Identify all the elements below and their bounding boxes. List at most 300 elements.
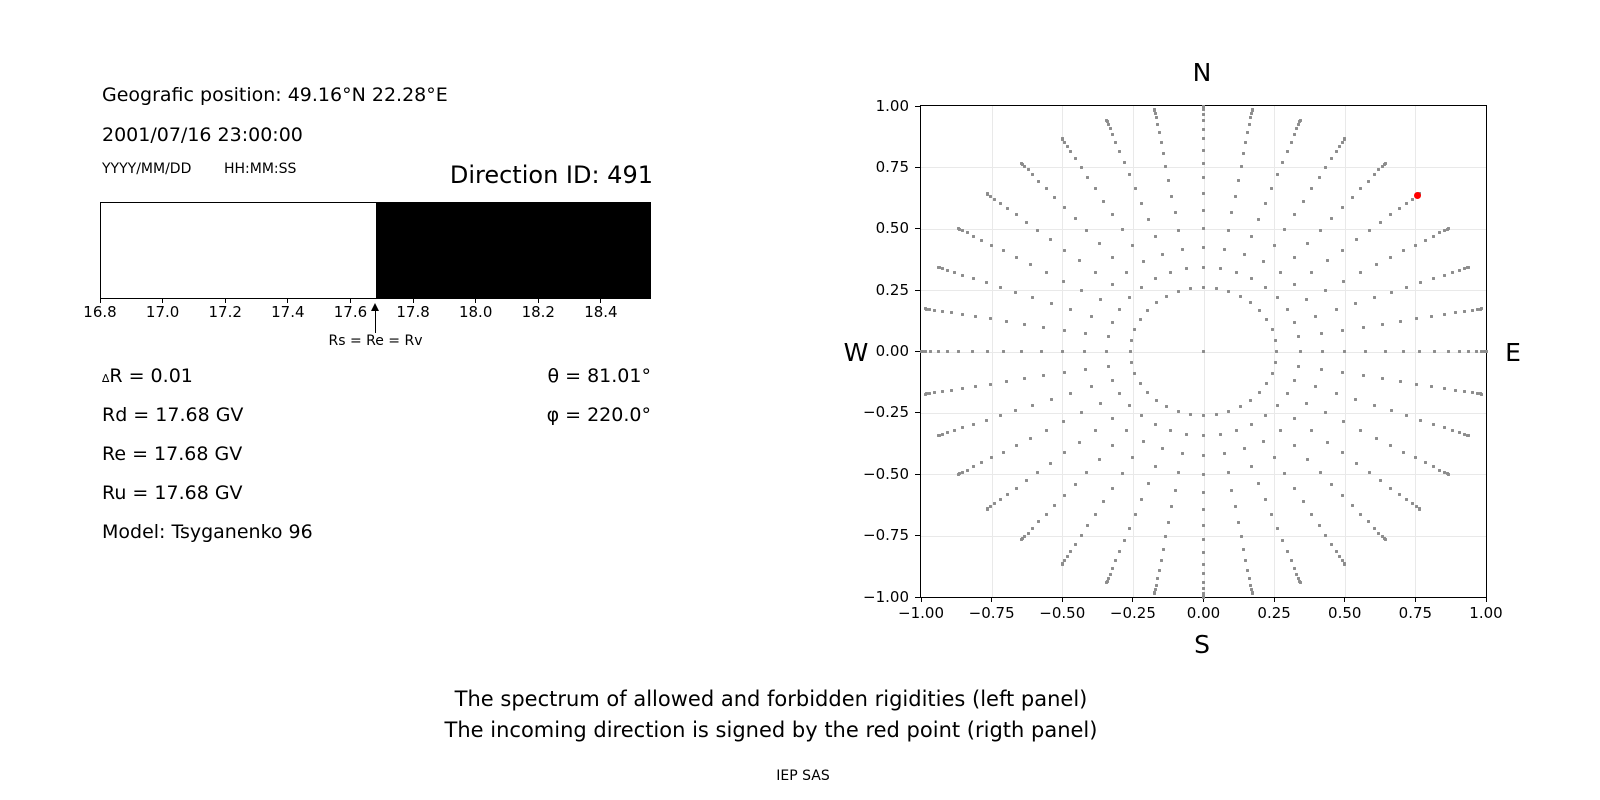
direction-dot bbox=[1215, 413, 1218, 416]
direction-dot bbox=[1155, 301, 1158, 304]
direction-dot bbox=[1447, 227, 1450, 230]
direction-dot bbox=[1078, 441, 1081, 444]
direction-dot bbox=[1368, 471, 1371, 474]
direction-dot bbox=[1242, 152, 1245, 155]
direction-dot bbox=[1029, 437, 1032, 440]
direction-dot bbox=[1297, 365, 1300, 368]
y-tick-label: 0.50 bbox=[875, 219, 909, 238]
direction-dot bbox=[1111, 213, 1114, 216]
direction-dot bbox=[1351, 196, 1354, 199]
direction-dot bbox=[1131, 456, 1134, 459]
direction-dot bbox=[1362, 326, 1365, 329]
direction-dot bbox=[1202, 524, 1205, 527]
direction-dot bbox=[1451, 429, 1454, 432]
direction-dot bbox=[1020, 350, 1023, 353]
direction-dot bbox=[920, 350, 923, 353]
direction-dot bbox=[1251, 592, 1254, 595]
forbidden-region bbox=[376, 203, 651, 298]
direction-dot bbox=[1202, 209, 1205, 212]
direction-dot bbox=[1246, 131, 1249, 134]
direction-dot bbox=[1202, 434, 1205, 437]
theta-value: θ = 81.01° bbox=[547, 365, 651, 387]
direction-dot bbox=[1314, 315, 1317, 318]
date-format-hint: YYYY/MM/DD bbox=[102, 161, 192, 177]
direction-dot bbox=[1170, 195, 1173, 198]
direction-dot bbox=[1343, 137, 1346, 140]
x-tick-label: −0.75 bbox=[968, 604, 1015, 622]
direction-dot bbox=[1274, 339, 1277, 342]
direction-dot bbox=[1177, 410, 1180, 413]
direction-dot bbox=[1389, 444, 1392, 447]
direction-dot bbox=[1098, 458, 1101, 461]
y-tick-label: 1.00 bbox=[875, 96, 909, 115]
caption-line-2: The incoming direction is signed by the red point (rigth panel) bbox=[444, 718, 1098, 742]
direction-dot bbox=[1295, 127, 1298, 130]
direction-dot bbox=[1098, 242, 1101, 245]
direction-dot bbox=[1050, 302, 1053, 305]
direction-dot bbox=[1279, 271, 1282, 274]
direction-dot bbox=[1399, 320, 1402, 323]
direction-dot bbox=[1297, 335, 1300, 338]
direction-dot bbox=[1111, 133, 1114, 136]
direction-dot bbox=[1063, 206, 1066, 209]
direction-dot bbox=[1045, 271, 1048, 274]
direction-dot bbox=[1379, 221, 1382, 224]
direction-dot bbox=[1202, 137, 1205, 140]
direction-dot bbox=[1249, 399, 1252, 402]
direction-dot bbox=[957, 473, 960, 476]
direction-dot bbox=[1237, 521, 1240, 524]
direction-dot bbox=[1458, 431, 1461, 434]
direction-dot bbox=[1264, 498, 1267, 501]
direction-dot bbox=[1447, 350, 1450, 353]
direction-dot bbox=[924, 393, 927, 396]
direction-dot bbox=[946, 350, 949, 353]
incoming-direction-point bbox=[1414, 192, 1421, 199]
direction-dot bbox=[933, 391, 936, 394]
direction-dot bbox=[1130, 339, 1133, 342]
direction-dot bbox=[1062, 280, 1065, 283]
direction-dot bbox=[1027, 532, 1030, 535]
direction-dot bbox=[1258, 309, 1261, 312]
direction-dot bbox=[1250, 423, 1253, 426]
direction-dot bbox=[1123, 161, 1126, 164]
param-line: Ru = 17.68 GV bbox=[102, 482, 243, 504]
direction-dot bbox=[1330, 157, 1333, 160]
direction-dot bbox=[1045, 429, 1048, 432]
direction-dot bbox=[1094, 187, 1097, 190]
direction-dot bbox=[972, 277, 975, 280]
direction-dot bbox=[1443, 274, 1446, 277]
direction-dot bbox=[1063, 329, 1066, 332]
direction-dot bbox=[1170, 505, 1173, 508]
direction-dot bbox=[1090, 315, 1093, 318]
direction-dot bbox=[1249, 584, 1252, 587]
direction-dot bbox=[1310, 271, 1313, 274]
direction-dot bbox=[1002, 249, 1005, 252]
spectrum-tick-label: 17.4 bbox=[271, 303, 305, 321]
direction-dot bbox=[1099, 298, 1102, 301]
direction-dot bbox=[1061, 350, 1064, 353]
direction-dot bbox=[986, 192, 989, 195]
direction-dot bbox=[1240, 165, 1243, 168]
compass-west-label: W bbox=[843, 338, 869, 367]
direction-dot bbox=[1177, 290, 1180, 293]
direction-dot bbox=[1286, 392, 1289, 395]
direction-dot bbox=[1264, 286, 1267, 289]
direction-dot bbox=[1432, 277, 1435, 280]
direction-dot bbox=[1341, 371, 1344, 374]
direction-dot bbox=[1355, 462, 1358, 465]
direction-dot bbox=[1111, 487, 1114, 490]
y-tick bbox=[915, 535, 920, 536]
direction-dot bbox=[1293, 321, 1296, 324]
direction-dot bbox=[1326, 441, 1329, 444]
direction-dot bbox=[1249, 301, 1252, 304]
direction-dot bbox=[1362, 374, 1365, 377]
direction-dot bbox=[1202, 113, 1205, 116]
direction-dot bbox=[1107, 365, 1110, 368]
direction-dot bbox=[1373, 173, 1376, 176]
time-format-hint: HH:MM:SS bbox=[224, 161, 297, 177]
direction-dot bbox=[1090, 385, 1093, 388]
direction-dot bbox=[1134, 513, 1137, 516]
y-tick-label: −0.75 bbox=[863, 526, 909, 545]
param-line: Model: Tsyganenko 96 bbox=[102, 521, 313, 543]
direction-dot bbox=[1265, 318, 1268, 321]
direction-dot bbox=[1006, 493, 1009, 496]
direction-dot bbox=[1050, 398, 1053, 401]
direction-dot bbox=[1419, 281, 1422, 284]
direction-dot bbox=[1140, 414, 1143, 417]
direction-dot bbox=[1202, 176, 1205, 179]
direction-dot bbox=[1123, 539, 1126, 542]
direction-dot bbox=[1162, 548, 1165, 551]
direction-dot bbox=[989, 195, 992, 198]
direction-dot bbox=[1031, 173, 1034, 176]
direction-dot bbox=[941, 433, 944, 436]
direction-dot bbox=[1083, 350, 1086, 353]
direction-dot bbox=[1321, 350, 1324, 353]
direction-dot bbox=[1485, 350, 1488, 353]
direction-dot bbox=[1202, 108, 1205, 111]
direction-dot bbox=[1341, 206, 1344, 209]
direction-dot bbox=[1319, 229, 1322, 232]
direction-dot bbox=[1165, 405, 1168, 408]
direction-dot bbox=[1243, 447, 1246, 450]
direction-dot bbox=[941, 310, 944, 313]
direction-dot bbox=[1049, 462, 1052, 465]
direction-dot bbox=[1414, 244, 1417, 247]
direction-dot bbox=[985, 281, 988, 284]
direction-dot bbox=[1302, 200, 1305, 203]
direction-dot bbox=[1398, 493, 1401, 496]
spectrum-tick-label: 16.8 bbox=[83, 303, 117, 321]
direction-dot bbox=[1451, 271, 1454, 274]
direction-dot bbox=[1290, 141, 1293, 144]
direction-dot bbox=[1270, 187, 1273, 190]
direction-dot bbox=[961, 471, 964, 474]
caption-line-1: The spectrum of allowed and forbidden rigidities (left panel) bbox=[454, 687, 1088, 711]
direction-dot bbox=[1480, 393, 1483, 396]
direction-dot bbox=[1324, 166, 1327, 169]
direction-dot bbox=[1094, 271, 1097, 274]
direction-dot bbox=[980, 461, 983, 464]
direction-dot bbox=[1246, 569, 1249, 572]
y-tick bbox=[915, 228, 920, 229]
y-tick bbox=[915, 106, 920, 107]
y-tick bbox=[915, 474, 920, 475]
direction-dot bbox=[1111, 283, 1114, 286]
direction-dot bbox=[1293, 487, 1296, 490]
x-tick-label: −0.25 bbox=[1109, 604, 1156, 622]
direction-dot bbox=[1443, 387, 1446, 390]
direction-dot bbox=[961, 313, 964, 316]
direction-dot bbox=[1154, 235, 1157, 238]
param-line: ∆R = 0.01 bbox=[102, 365, 193, 387]
x-tick bbox=[1062, 597, 1063, 602]
y-tick-label: 0.75 bbox=[875, 157, 909, 176]
direction-dot bbox=[1467, 434, 1470, 437]
direction-dot bbox=[1045, 513, 1048, 516]
direction-dot bbox=[1367, 520, 1370, 523]
direction-dot bbox=[1248, 123, 1251, 126]
direction-dot bbox=[1140, 286, 1143, 289]
direction-dot bbox=[953, 429, 956, 432]
y-tick bbox=[915, 597, 920, 598]
direction-dot bbox=[1230, 489, 1233, 492]
direction-dot bbox=[1341, 141, 1344, 144]
direction-dot bbox=[1227, 229, 1230, 232]
direction-dot bbox=[1359, 271, 1362, 274]
direction-dot bbox=[1293, 213, 1296, 216]
direction-dot bbox=[1085, 471, 1088, 474]
direction-dot bbox=[946, 269, 949, 272]
x-tick bbox=[991, 597, 992, 602]
direction-dot bbox=[1355, 238, 1358, 241]
direction-dot bbox=[1185, 267, 1188, 270]
direction-dot bbox=[1293, 379, 1296, 382]
x-tick bbox=[921, 597, 922, 602]
direction-dot bbox=[972, 465, 975, 468]
param-line: Rd = 17.68 GV bbox=[102, 404, 244, 426]
direction-dot bbox=[1399, 380, 1402, 383]
direction-dot bbox=[1099, 402, 1102, 405]
direction-dot bbox=[1326, 259, 1329, 262]
direction-dot bbox=[1463, 310, 1466, 313]
direction-dot bbox=[1147, 482, 1150, 485]
credit-text: IEP SAS bbox=[776, 768, 830, 784]
direction-dot bbox=[1373, 527, 1376, 530]
direction-dot bbox=[989, 383, 992, 386]
direction-dot bbox=[1405, 414, 1408, 417]
direction-dot bbox=[1320, 368, 1323, 371]
direction-dot bbox=[1375, 263, 1378, 266]
direction-dot bbox=[961, 229, 964, 232]
gridline bbox=[921, 290, 1486, 291]
direction-dot bbox=[1181, 452, 1184, 455]
direction-dot bbox=[1129, 350, 1132, 353]
x-tick bbox=[1415, 597, 1416, 602]
direction-dot bbox=[1242, 548, 1245, 551]
direction-dot bbox=[1432, 465, 1435, 468]
direction-dot bbox=[1375, 437, 1378, 440]
direction-dot bbox=[1154, 465, 1157, 468]
direction-dot bbox=[1276, 404, 1279, 407]
direction-dot bbox=[1202, 266, 1205, 269]
direction-dot bbox=[941, 390, 944, 393]
direction-dot bbox=[1467, 266, 1470, 269]
direction-dot bbox=[1283, 472, 1286, 475]
y-tick bbox=[915, 167, 920, 168]
direction-dot bbox=[1181, 248, 1184, 251]
direction-dot bbox=[1381, 377, 1384, 380]
direction-dot bbox=[1244, 141, 1247, 144]
direction-dot bbox=[1161, 253, 1164, 256]
direction-dot bbox=[1107, 123, 1110, 126]
direction-dot bbox=[1049, 238, 1052, 241]
direction-dot bbox=[1114, 141, 1117, 144]
direction-dot bbox=[1053, 196, 1056, 199]
spectrum-tick-label: 17.0 bbox=[145, 303, 180, 321]
direction-dot bbox=[1025, 479, 1028, 482]
direction-dot bbox=[1250, 112, 1253, 115]
spectrum-tick-label: 17.6 bbox=[333, 303, 368, 321]
direction-dot bbox=[1454, 389, 1457, 392]
direction-dot bbox=[1080, 534, 1083, 537]
direction-dot bbox=[1006, 207, 1009, 210]
allowed-region bbox=[101, 203, 376, 298]
x-tick-label: −0.50 bbox=[1039, 604, 1086, 622]
direction-dot bbox=[1264, 202, 1267, 205]
direction-dot bbox=[961, 274, 964, 277]
direction-dot bbox=[1114, 559, 1117, 562]
direction-dot bbox=[1411, 198, 1414, 201]
direction-dot bbox=[1335, 550, 1338, 553]
direction-dot bbox=[1310, 429, 1313, 432]
direction-dot bbox=[1031, 296, 1034, 299]
direction-dot bbox=[1202, 105, 1205, 108]
direction-dot bbox=[993, 198, 996, 201]
direction-dot bbox=[1295, 573, 1298, 576]
direction-dot bbox=[1164, 165, 1167, 168]
direction-dot bbox=[1405, 498, 1408, 501]
direction-dot bbox=[1167, 521, 1170, 524]
direction-dot bbox=[1299, 581, 1302, 584]
boundary-arrow-label: Rs = Re = Rv bbox=[328, 333, 423, 349]
direction-dot bbox=[1354, 302, 1357, 305]
direction-dot bbox=[1160, 559, 1163, 562]
direction-dot bbox=[1379, 479, 1382, 482]
direction-dot bbox=[1411, 502, 1414, 505]
x-tick-label: 0.75 bbox=[1398, 604, 1433, 622]
spectrum-tick-label: 17.2 bbox=[208, 303, 242, 321]
direction-dot bbox=[999, 202, 1002, 205]
direction-dot bbox=[1155, 399, 1158, 402]
direction-dot bbox=[1390, 409, 1393, 412]
compass-east-label: E bbox=[1505, 338, 1521, 367]
direction-dot bbox=[1276, 296, 1279, 299]
direction-dot bbox=[1430, 385, 1433, 388]
y-tick bbox=[915, 351, 920, 352]
direction-dot bbox=[1318, 524, 1321, 527]
direction-dot bbox=[1377, 532, 1380, 535]
direction-dot bbox=[1042, 374, 1045, 377]
direction-dot bbox=[1223, 452, 1226, 455]
direction-dot bbox=[1029, 263, 1032, 266]
direction-dot bbox=[1202, 192, 1205, 195]
x-tick-label: 1.00 bbox=[1469, 604, 1503, 622]
direction-dot bbox=[1239, 295, 1242, 298]
direction-dot bbox=[1105, 350, 1108, 353]
direction-dot bbox=[1111, 417, 1114, 420]
direction-dot bbox=[1066, 555, 1069, 558]
direction-dot bbox=[1275, 350, 1278, 353]
direction-dot bbox=[1086, 524, 1089, 527]
direction-dot bbox=[1274, 361, 1277, 364]
direction-dot bbox=[929, 350, 932, 353]
direction-dot bbox=[1398, 207, 1401, 210]
direction-dot bbox=[1133, 372, 1136, 375]
direction-dot bbox=[1384, 538, 1387, 541]
direction-dot bbox=[1234, 505, 1237, 508]
direction-dot bbox=[1130, 361, 1133, 364]
direction-dot bbox=[1368, 229, 1371, 232]
direction-dot bbox=[1080, 166, 1083, 169]
direction-dot bbox=[1202, 454, 1205, 457]
direction-dot bbox=[1279, 429, 1282, 432]
direction-dot bbox=[1293, 417, 1296, 420]
x-tick bbox=[1274, 597, 1275, 602]
direction-dot bbox=[1258, 391, 1261, 394]
direction-dot bbox=[1351, 504, 1354, 507]
direction-dot bbox=[1286, 550, 1289, 553]
direction-dot bbox=[1324, 534, 1327, 537]
direction-dot bbox=[1202, 149, 1205, 152]
direction-dot bbox=[928, 308, 931, 311]
direction-dot bbox=[1202, 538, 1205, 541]
direction-dot bbox=[1084, 368, 1087, 371]
direction-dot bbox=[1069, 150, 1072, 153]
direction-dot bbox=[989, 505, 992, 508]
direction-dot bbox=[1174, 489, 1177, 492]
direction-dot bbox=[961, 387, 964, 390]
direction-dot bbox=[933, 309, 936, 312]
direction-dot bbox=[1342, 280, 1345, 283]
direction-dot bbox=[1105, 581, 1108, 584]
direction-dot bbox=[1265, 382, 1268, 385]
direction-dot bbox=[1454, 311, 1457, 314]
compass-north-label: N bbox=[1192, 58, 1212, 87]
gridline bbox=[921, 536, 1486, 537]
direction-dot bbox=[1389, 256, 1392, 259]
spectrum-tick-label: 17.8 bbox=[396, 303, 430, 321]
direction-dot bbox=[1202, 119, 1205, 122]
spectrum-tick-label: 18.2 bbox=[521, 303, 555, 321]
direction-dot bbox=[1273, 244, 1276, 247]
direction-dot bbox=[1069, 392, 1072, 395]
direction-dot bbox=[1167, 179, 1170, 182]
direction-dot bbox=[1273, 456, 1276, 459]
direction-dot bbox=[937, 266, 940, 269]
direction-dot bbox=[941, 267, 944, 270]
direction-dot bbox=[1264, 414, 1267, 417]
direction-dot bbox=[1377, 168, 1380, 171]
direction-dot bbox=[1074, 217, 1077, 220]
direction-dot bbox=[990, 244, 993, 247]
direction-dot bbox=[1244, 559, 1247, 562]
direction-dot bbox=[966, 231, 969, 234]
